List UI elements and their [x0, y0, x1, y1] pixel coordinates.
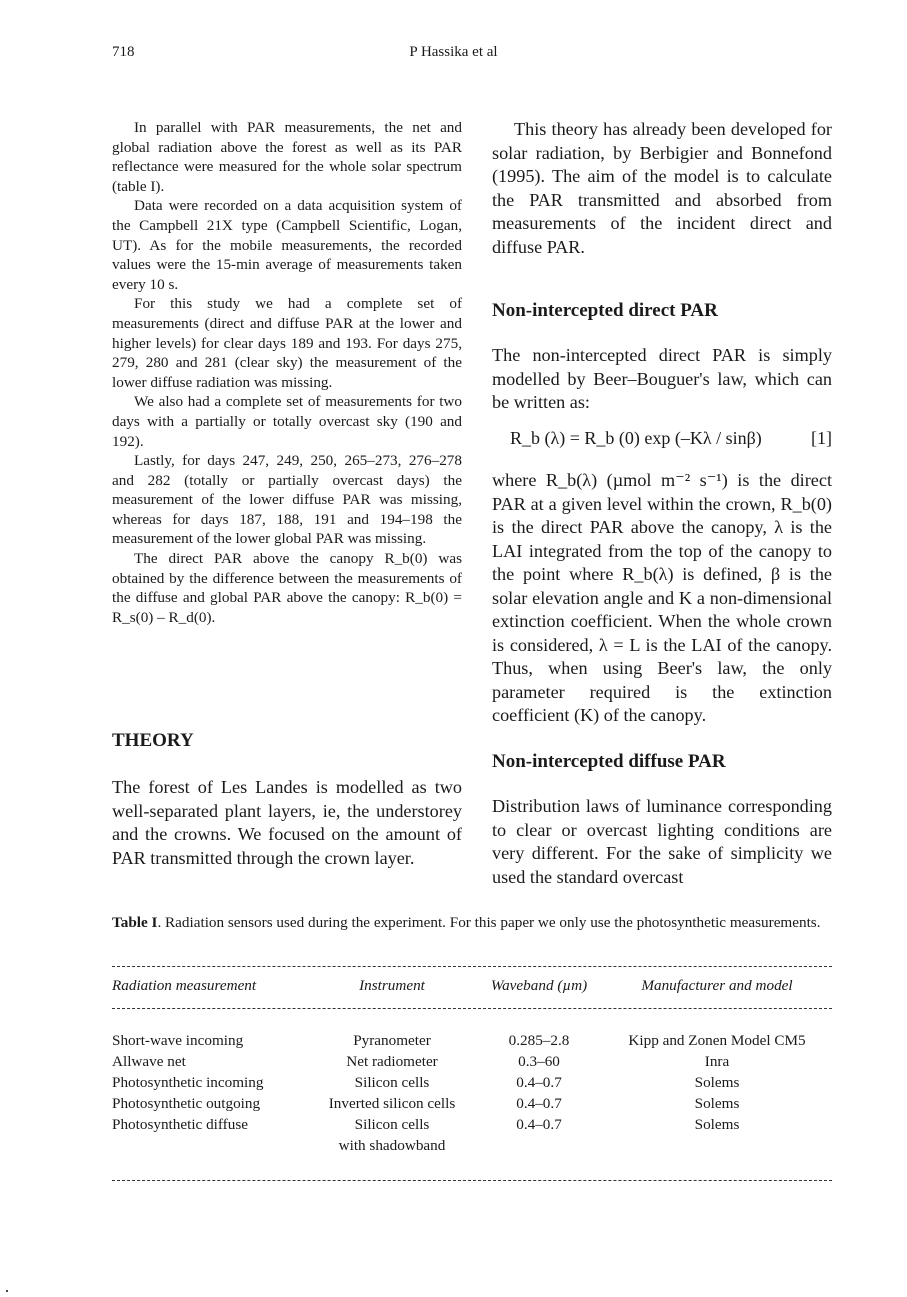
table-bottom-rule — [112, 1180, 832, 1181]
paragraph: Lastly, for days 247, 249, 250, 265–273, 276–278 and 282 (totally or partially overcast days) the measurement of the lower diffuse PAR was missing, whereas for days 187, 188, 191 and 194–198 the measurement of the lower global PAR was missing. — [112, 452, 462, 548]
table-cell: Silicon cells — [354, 1074, 430, 1091]
equation-number: [1] — [811, 428, 832, 448]
table-cell: 0.3–60 — [518, 1053, 560, 1070]
paragraph: This theory has already been developed for solar radiation, by Berbigier and Bonnefond (1995). The aim of the model is to calculate the PAR transmitted and absorbed from measurements of the incident direct and diffuse PAR. — [492, 119, 832, 257]
table-cell: Solems — [694, 1116, 740, 1133]
table-cell — [476, 1137, 602, 1158]
table-caption — [112, 913, 832, 933]
paragraph: The direct PAR above the canopy R_b(0) was obtained by the difference between the measurements of the diffuse and global PAR above the canopy: R_b(0) = R_s(0) – R_d(0). — [112, 550, 462, 626]
intro-paragraph — [492, 118, 832, 259]
theory-paragraph — [112, 776, 462, 870]
table-cell: 0.4–0.7 — [516, 1074, 562, 1091]
paragraph: where R_b(λ) (µmol m⁻² s⁻¹) is the direct PAR at a given level within the crown, R_b(0) is the direct PAR above the canopy, λ is the LAI integrated from the top of the canopy to the point where R_b(λ) is defined, β is the solar elevation angle and K a non-dimensional extinction coefficient. When the whole crown is considered, λ = L is the LAI of the canopy. Thus, when using Beer's law, the only parameter required is the extinction coefficient (K) of the canopy. — [492, 470, 832, 725]
table-cell: Photosynthetic diffuse — [112, 1116, 248, 1133]
table-row — [112, 1016, 832, 1053]
where-paragraph — [492, 469, 832, 728]
table-cell: Solems — [694, 1095, 740, 1112]
table-cell: Photosynthetic outgoing — [112, 1095, 261, 1112]
section-heading-direct: Non-intercepted direct PAR — [492, 300, 718, 321]
scan-speck — [6, 1290, 8, 1292]
column-header: Waveband (µm) — [490, 977, 588, 994]
table-cell: Inra — [704, 1053, 730, 1070]
running-head: P Hassika et al — [409, 44, 498, 60]
table-cell: Kipp and Zonen Model CM5 — [628, 1032, 806, 1049]
section-heading-theory: THEORY — [112, 730, 194, 751]
table-cell: Solems — [694, 1074, 740, 1091]
paragraph: The non-intercepted direct PAR is simply modelled by Beer–Bouguer's law, which can be written as: — [492, 345, 832, 412]
table-cell: Short-wave incoming — [112, 1032, 244, 1049]
table-row — [112, 1137, 832, 1158]
section-heading-diffuse: Non-intercepted diffuse PAR — [492, 751, 726, 772]
table-cell: Photosynthetic incoming — [112, 1074, 264, 1091]
table-row — [112, 1116, 832, 1137]
table-row — [112, 1074, 832, 1095]
paragraph: For this study we had a complete set of measurements (direct and diffuse PAR at the lower and higher levels) for clear days 189 and 193. For days 275, 279, 280 and 281 (clear sky) the measurement of the lower diffuse radiation was missing. — [112, 295, 462, 391]
direct-paragraph — [492, 344, 832, 415]
table-cell — [112, 1137, 308, 1158]
column-header: Manufacturer and model — [641, 977, 793, 994]
paragraph: The forest of Les Landes is modelled as two well-separated plant layers, ie, the understorey and the crowns. We focused on the amount of PAR transmitted through the crown layer. — [112, 777, 462, 868]
diffuse-paragraph — [492, 795, 832, 889]
table-cell: 0.4–0.7 — [516, 1116, 562, 1133]
table-caption-label: Table I — [112, 914, 158, 931]
radiation-sensors-table — [112, 974, 832, 1158]
paragraph: Distribution laws of luminance corresponding to clear or overcast lighting conditions are very different. For the sake of simplicity we used the standard overcast — [492, 796, 832, 887]
table-header-row — [112, 974, 832, 1016]
table-caption-text: . Radiation sensors used during the experiment. For this paper we only use the photosynthetic measurements. — [157, 914, 821, 931]
table-cell — [602, 1137, 832, 1158]
table-cell: Net radiometer — [346, 1053, 438, 1070]
left-column — [112, 118, 462, 627]
equation-1 — [510, 428, 832, 449]
table-cell: 0.285–2.8 — [508, 1032, 570, 1049]
table-row — [112, 1053, 832, 1074]
column-header: Instrument — [359, 977, 425, 994]
table-top-rule — [112, 966, 832, 967]
table-cell: with shadowband — [338, 1137, 446, 1154]
page-header — [0, 44, 907, 70]
page-number: 718 — [112, 44, 135, 60]
paragraph: Data were recorded on a data acquisition system of the Campbell 21X type (Campbell Scientific, Logan, UT). As for the mobile measurements, the recorded values were the 15-min average of measurements taken every 10 s. — [112, 197, 462, 293]
table-row — [112, 1095, 832, 1116]
table-cell: Allwave net — [112, 1053, 186, 1070]
equation-text: R_b (λ) = R_b (0) exp (–Kλ / sinβ) — [510, 428, 762, 448]
column-header: Radiation measurement — [112, 977, 257, 994]
table-cell: Silicon cells — [354, 1116, 430, 1133]
paragraph: In parallel with PAR measurements, the net and global radiation above the forest as well as its PAR reflectance were measured for the whole solar spectrum (table I). — [112, 119, 462, 195]
table-cell: Pyranometer — [353, 1032, 431, 1049]
table-cell: 0.4–0.7 — [516, 1095, 562, 1112]
table-cell: Inverted silicon cells — [328, 1095, 456, 1112]
paragraph: We also had a complete set of measurements for two days with a partially or totally overcast sky (190 and 192). — [112, 393, 462, 450]
